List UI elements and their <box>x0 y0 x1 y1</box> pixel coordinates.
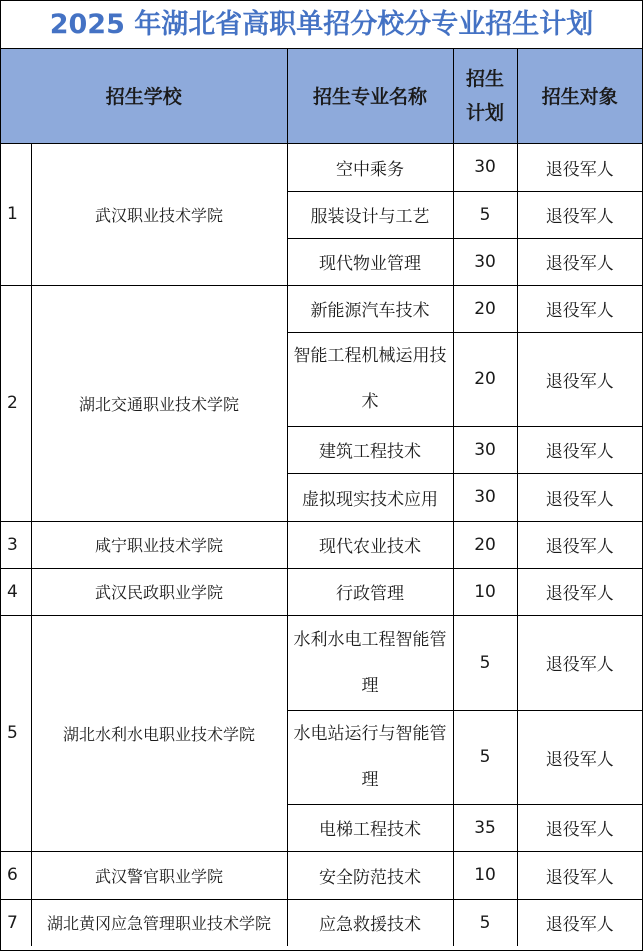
major-name: 智能工程机械运用技术 <box>287 332 453 426</box>
target-group: 退役军人 <box>517 521 642 568</box>
row-number: 2 <box>1 285 31 521</box>
row-number: 6 <box>1 851 31 899</box>
header-school: 招生学校 <box>1 49 287 143</box>
row-number: 4 <box>1 568 31 615</box>
plan-count: 30 <box>453 238 517 285</box>
header-plan-line1: 招生 <box>466 67 505 90</box>
plan-count: 20 <box>453 332 517 426</box>
page-title: 2025 年湖北省高职单招分校分专业招生计划 <box>1 1 642 49</box>
row-number: 3 <box>1 521 31 568</box>
target-group: 退役军人 <box>517 615 642 710</box>
major-name: 服装设计与工艺 <box>287 191 453 238</box>
school-name: 咸宁职业技术学院 <box>31 521 287 568</box>
school-name: 武汉警官职业学院 <box>31 851 287 899</box>
plan-count: 30 <box>453 473 517 521</box>
major-name: 电梯工程技术 <box>287 804 453 851</box>
plan-count: 5 <box>453 191 517 238</box>
plan-count: 5 <box>453 710 517 804</box>
header-major: 招生专业名称 <box>287 49 453 143</box>
major-name: 空中乘务 <box>287 143 453 191</box>
table-row <box>1 899 642 946</box>
row-number: 5 <box>1 615 31 851</box>
target-group: 退役军人 <box>517 804 642 851</box>
target-group: 退役军人 <box>517 285 642 332</box>
row-number: 7 <box>1 899 31 946</box>
major-name: 现代物业管理 <box>287 238 453 285</box>
plan-count: 5 <box>453 615 517 710</box>
target-group: 退役军人 <box>517 238 642 285</box>
target-group: 退役军人 <box>517 143 642 191</box>
plan-count: 30 <box>453 143 517 191</box>
target-group: 退役军人 <box>517 568 642 615</box>
header-target: 招生对象 <box>517 49 642 143</box>
plan-count: 10 <box>453 568 517 615</box>
target-group: 退役军人 <box>517 851 642 899</box>
target-group: 退役军人 <box>517 710 642 804</box>
school-name: 湖北交通职业技术学院 <box>31 285 287 521</box>
major-name: 现代农业技术 <box>287 521 453 568</box>
table-row <box>1 521 642 568</box>
header-plan <box>453 49 517 143</box>
plan-count: 5 <box>453 899 517 946</box>
target-group: 退役军人 <box>517 899 642 946</box>
school-name: 武汉民政职业学院 <box>31 568 287 615</box>
major-name: 建筑工程技术 <box>287 426 453 473</box>
table-row <box>1 851 642 899</box>
enrollment-table <box>1 49 642 946</box>
target-group: 退役军人 <box>517 426 642 473</box>
table-row <box>1 285 642 332</box>
header-plan-line2: 计划 <box>466 101 505 124</box>
target-group: 退役军人 <box>517 191 642 238</box>
school-name: 湖北水利水电职业技术学院 <box>31 615 287 851</box>
major-name: 安全防范技术 <box>287 851 453 899</box>
target-group: 退役军人 <box>517 473 642 521</box>
plan-count: 10 <box>453 851 517 899</box>
table-row <box>1 615 642 710</box>
major-name: 虚拟现实技术应用 <box>287 473 453 521</box>
major-name: 行政管理 <box>287 568 453 615</box>
table-row <box>1 143 642 191</box>
plan-count: 20 <box>453 285 517 332</box>
school-name: 武汉职业技术学院 <box>31 143 287 285</box>
target-group: 退役军人 <box>517 332 642 426</box>
major-name: 新能源汽车技术 <box>287 285 453 332</box>
plan-count: 30 <box>453 426 517 473</box>
major-name: 水利水电工程智能管理 <box>287 615 453 710</box>
major-name: 应急救援技术 <box>287 899 453 946</box>
major-name: 水电站运行与智能管理 <box>287 710 453 804</box>
row-number: 1 <box>1 143 31 285</box>
school-name: 湖北黄冈应急管理职业技术学院 <box>31 899 287 946</box>
table-row <box>1 568 642 615</box>
plan-count: 35 <box>453 804 517 851</box>
plan-count: 20 <box>453 521 517 568</box>
header-row <box>1 49 642 143</box>
